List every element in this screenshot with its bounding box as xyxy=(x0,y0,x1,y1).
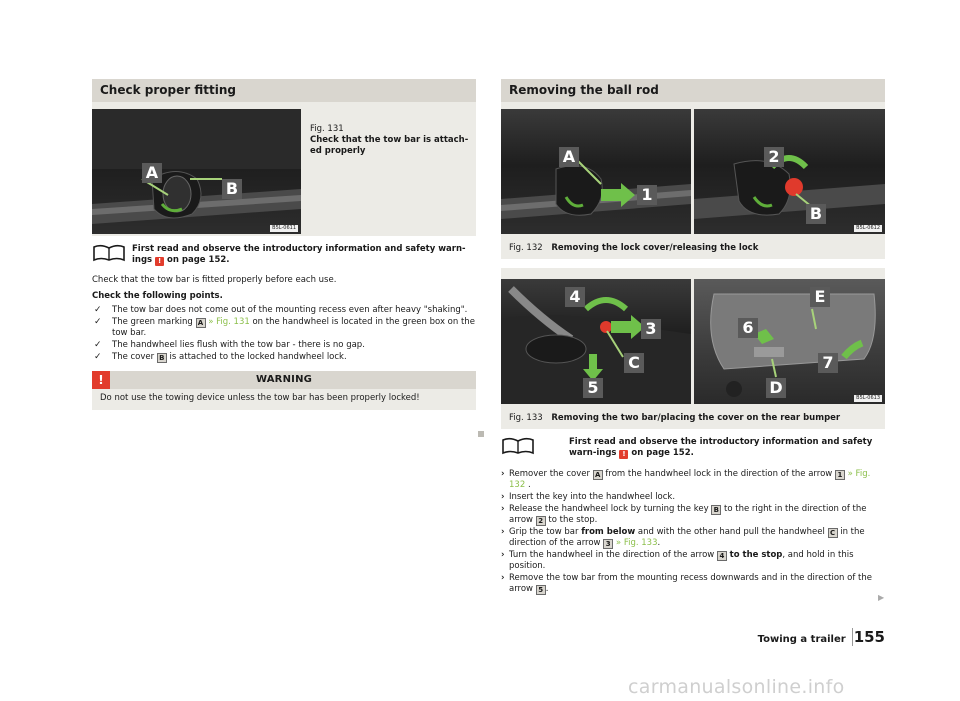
callout-b: B xyxy=(222,179,242,199)
chapter-title: Towing a trailer xyxy=(757,634,846,645)
callout-4: 4 xyxy=(565,287,585,307)
figure-title: Check that the tow bar is attach-ed properly xyxy=(310,135,469,156)
list-item: › Insert the key into the handwheel lock. xyxy=(501,492,676,502)
watermark: carmanualsonline.info xyxy=(628,676,845,698)
warning-inline-icon: ! xyxy=(619,450,628,459)
read-first-text: First read and observe the introductory information and safety warn-ings xyxy=(569,437,873,458)
key-a: A xyxy=(196,318,206,328)
lock-cover-illustration xyxy=(501,109,691,234)
list-item: › Remover the cover A from the handwheel lock in the direction of the arrow 1 » Fig. 132 . xyxy=(501,469,871,490)
open-book-icon xyxy=(501,437,535,455)
section-end-icon xyxy=(478,431,484,437)
figure-133-photo-left xyxy=(501,279,691,404)
callout-a: A xyxy=(142,163,162,183)
figure-number: Fig. 131 xyxy=(310,124,344,134)
read-first-text: First read and observe the introductory information and safety warn-ings xyxy=(132,244,466,265)
chevron-right-icon: › xyxy=(501,527,505,537)
callout-b: B xyxy=(806,204,826,224)
key-c: C xyxy=(828,528,838,538)
warning-text: Do not use the towing device unless the tow bar has been properly locked! xyxy=(100,393,420,403)
section-title-removing-ball-rod: Removing the ball rod xyxy=(501,79,885,102)
key-b: B xyxy=(711,505,721,515)
read-first-notice xyxy=(92,244,476,266)
warning-label: WARNING xyxy=(255,374,313,385)
read-first-page: on page 152. xyxy=(167,255,230,265)
chevron-right-icon: › xyxy=(501,504,505,514)
check-icon: ✓ xyxy=(94,340,102,350)
check-heading: Check the following points. xyxy=(92,291,223,301)
list-item: ✓ The handwheel lies flush with the tow bar - there is no gap. xyxy=(94,340,365,350)
figure-number: Fig. 133 xyxy=(509,413,543,423)
figure-131-photo xyxy=(92,109,301,234)
key-a: A xyxy=(593,470,603,480)
warning-box xyxy=(92,371,476,410)
check-icon: ✓ xyxy=(94,352,102,362)
chevron-right-icon: › xyxy=(501,492,505,502)
key-1: 1 xyxy=(835,470,845,480)
fig-133-link[interactable]: » Fig. 133 xyxy=(615,538,658,548)
bumper-cover-illustration xyxy=(694,279,885,404)
callout-1: 1 xyxy=(637,185,657,205)
callout-7: 7 xyxy=(818,353,838,373)
list-item: ✓ The tow bar does not come out of the mounting recess even after heavy "shaking". xyxy=(94,305,468,315)
callout-2: 2 xyxy=(764,147,784,167)
left-column xyxy=(92,79,476,410)
check-icon: ✓ xyxy=(94,305,102,315)
continue-arrow-icon: ▶ xyxy=(878,593,885,602)
figure-132-caption xyxy=(509,243,758,254)
image-code: B5L-0611 xyxy=(272,225,296,231)
tow-bar-illustration xyxy=(92,109,301,234)
figure-133-photo-right xyxy=(694,279,885,404)
chevron-right-icon: › xyxy=(501,550,505,560)
callout-d: D xyxy=(766,378,786,398)
list-item: ✓ The green marking A » Fig. 131 on the handwheel is located in the green box on the tow bar. xyxy=(94,317,475,338)
figure-132-panel xyxy=(501,102,885,259)
check-list xyxy=(92,305,476,363)
chevron-right-icon: › xyxy=(501,469,505,479)
figure-132-photo-right xyxy=(694,109,885,234)
intro-text: Check that the tow bar is fitted properly before each use. xyxy=(92,275,337,285)
page-number: 155 xyxy=(853,628,885,646)
callout-5: 5 xyxy=(583,378,603,398)
figure-number: Fig. 132 xyxy=(509,243,543,253)
figure-133-caption xyxy=(509,413,840,424)
page-footer xyxy=(758,628,885,646)
figure-title: Removing the lock cover/releasing the lock xyxy=(551,243,759,253)
figure-131-caption xyxy=(310,124,470,157)
image-code: B5L-0613 xyxy=(856,395,880,401)
fig-131-link[interactable]: » Fig. 131 xyxy=(208,317,250,327)
figure-title: Removing the two bar/placing the cover on the rear bumper xyxy=(551,413,841,423)
check-icon: ✓ xyxy=(94,317,102,327)
figure-131-panel xyxy=(92,102,476,236)
right-column xyxy=(501,79,885,596)
figure-132-photo-left xyxy=(501,109,691,234)
warning-inline-icon: ! xyxy=(155,257,164,266)
footer-divider xyxy=(852,628,853,646)
list-item: › Remove the tow bar from the mounting recess downwards and in the direction of the arrow 5 . xyxy=(501,573,872,594)
callout-3: 3 xyxy=(641,319,661,339)
image-code: B5L-0612 xyxy=(856,225,880,231)
read-first-page: on page 152. xyxy=(631,448,694,458)
warning-icon: ! xyxy=(92,371,110,389)
list-item: › Grip the tow bar from below and with the other hand pull the handwheel C in the direction of the arrow 3 » Fig. 133. xyxy=(501,527,865,548)
fig-132-link[interactable]: » Fig. 132 xyxy=(509,469,871,490)
key-b: B xyxy=(157,353,167,363)
list-item: › Release the handwheel lock by turning the key B to the right in the direction of the arrow 2 to the stop. xyxy=(501,504,867,525)
removal-steps xyxy=(501,469,885,595)
chevron-right-icon: › xyxy=(501,573,505,583)
list-item: ✓ The cover B is attached to the locked handwheel lock. xyxy=(94,352,347,362)
section-title-check-fitting: Check proper fitting xyxy=(92,79,476,102)
callout-e: E xyxy=(810,287,830,307)
list-item: › Turn the handwheel in the direction of the arrow 4 to the stop, and hold in this position. xyxy=(501,550,854,571)
key-5: 5 xyxy=(536,585,546,595)
callout-c: C xyxy=(624,353,644,373)
key-2: 2 xyxy=(536,516,546,526)
read-first-notice xyxy=(501,437,885,459)
callout-6: 6 xyxy=(738,318,758,338)
key-4: 4 xyxy=(717,551,727,561)
key-3: 3 xyxy=(603,539,613,549)
callout-a: A xyxy=(559,147,579,167)
lock-release-illustration xyxy=(694,109,885,234)
open-book-icon xyxy=(92,244,126,262)
figure-133-panel xyxy=(501,268,885,429)
warning-header xyxy=(92,371,476,389)
